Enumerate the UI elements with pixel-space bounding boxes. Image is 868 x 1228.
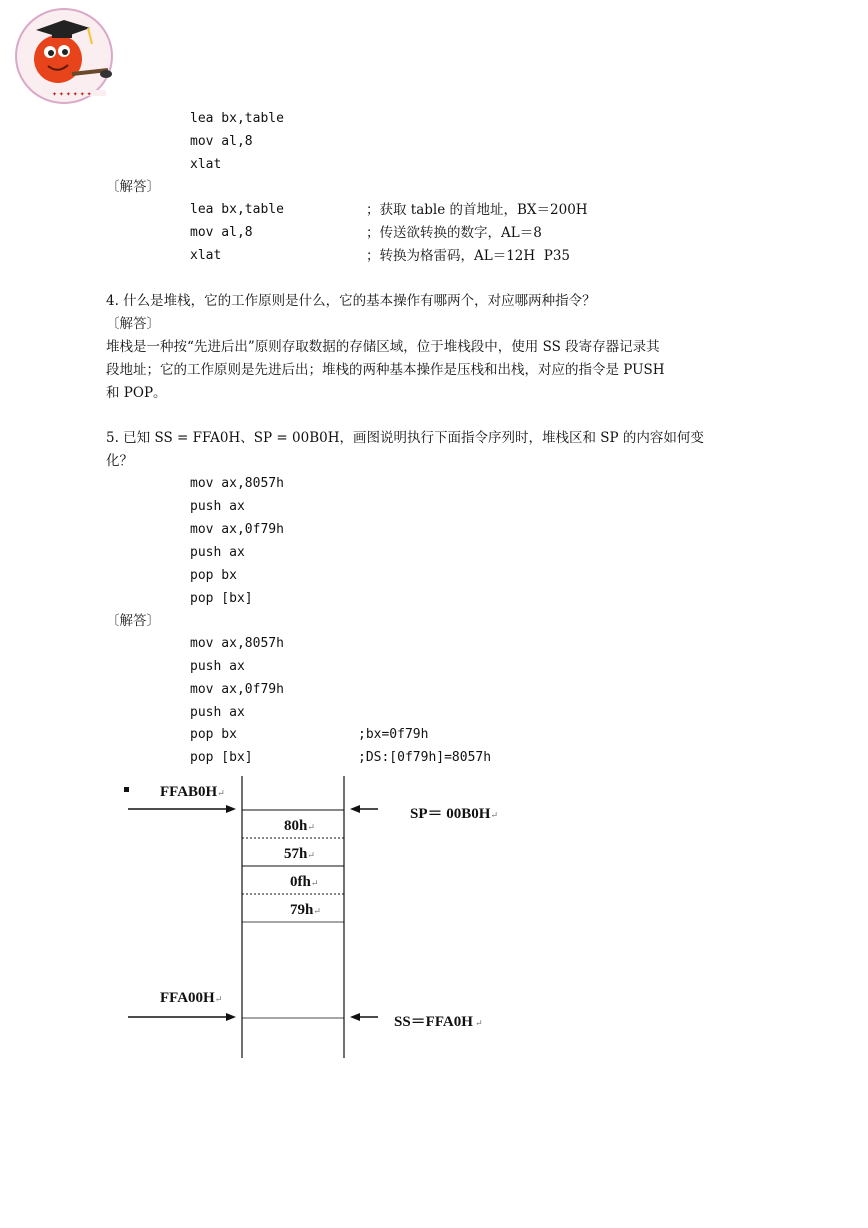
code-line: mov ax,8057h [190, 476, 284, 491]
top-address-label: FFAB0H↵ [160, 784, 225, 800]
answer-label: 〔解答〕 [106, 316, 160, 332]
code-line: pop [bx] [190, 591, 253, 606]
question-4: 4. 什么是堆栈，它的工作原则是什么，它的基本操作有哪两个，对应哪两种指令？ [106, 293, 596, 309]
code-line: xlat [190, 157, 222, 172]
stack-cell-value: 79h↵ [290, 902, 321, 918]
bullet-marker [124, 787, 129, 792]
answer-label: 〔解答〕 [106, 613, 160, 629]
answer-text: 和 POP。 [106, 385, 167, 401]
code-line: pop [bx] [190, 750, 253, 765]
code-line: push ax [190, 659, 245, 674]
code-line: mov al,8 [190, 134, 253, 149]
code-line: mov al,8 [190, 225, 253, 240]
code-line: pop bx [190, 727, 237, 742]
code-comment: ；获取 table 的首地址，BX＝200H [366, 202, 588, 218]
code-line: mov ax,0f79h [190, 682, 284, 697]
sp-label: SP＝ 00B0H↵ [410, 806, 498, 822]
code-line: push ax [190, 545, 245, 560]
stack-cell-value: 57h↵ [284, 846, 315, 862]
stack-cell-value: 0fh↵ [290, 874, 319, 890]
code-line: mov ax,0f79h [190, 522, 284, 537]
code-line: xlat [190, 248, 222, 263]
code-comment: ；转换为格雷码，AL＝12H P35 [366, 248, 571, 264]
answer-text: 段地址；它的工作原则是先进后出；堆栈的两种基本操作是压栈和出栈，对应的指令是 PUSH [106, 362, 665, 378]
code-comment: ;DS:[0f79h]=8057h [358, 750, 492, 765]
answer-text: 堆栈是一种按“先进后出”原则存取数据的存储区域，位于堆栈段中，使用 SS 段寄存器记录其 [106, 339, 660, 355]
code-line: lea bx,table [190, 202, 284, 217]
code-comment: ；传送欲转换的数字，AL＝8 [366, 225, 542, 241]
ss-label: SS＝FFA0H ↵ [394, 1014, 483, 1030]
bottom-address-label: FFA00H↵ [160, 990, 223, 1006]
code-line: pop bx [190, 568, 237, 583]
question-5: 5. 已知 SS = FFA0H、SP = 00B0H，画图说明执行下面指令序列时，堆栈区和 SP 的内容如何变 [106, 430, 704, 446]
code-comment: ;bx=0f79h [358, 727, 429, 742]
answer-label: 〔解答〕 [106, 179, 160, 195]
stack-cell-value: 80h↵ [284, 818, 315, 834]
svg-text:✦ ✦ ✦ ✦ ✦ ✦: ✦ ✦ ✦ ✦ ✦ ✦ [52, 91, 92, 98]
code-line: mov ax,8057h [190, 636, 284, 651]
question-5-cont: 化？ [106, 453, 133, 469]
code-line: push ax [190, 705, 245, 720]
code-line: lea bx,table [190, 111, 284, 126]
code-line: push ax [190, 499, 245, 514]
